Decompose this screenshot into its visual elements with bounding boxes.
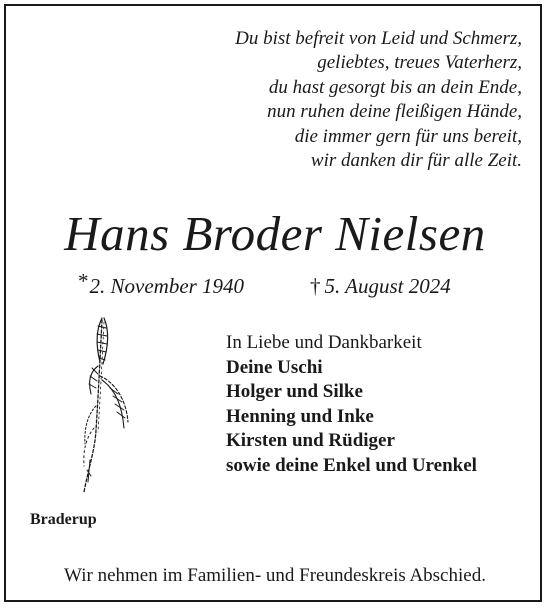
- poem-line: geliebtes, treues Vaterherz,: [317, 52, 522, 74]
- poem-line: wir danken dir für alle Zeit.: [310, 150, 522, 172]
- family-member: Henning und Inke: [226, 405, 374, 427]
- wheat-ear-icon: [58, 310, 138, 500]
- poem: [235, 27, 522, 173]
- family-member: sowie deine Enkel und Urenkel: [226, 454, 477, 476]
- family-intro: In Liebe und Dankbarkeit: [226, 332, 422, 353]
- deceased-name: Hans Broder Nielsen: [64, 206, 486, 261]
- family-member: Deine Uschi: [226, 356, 323, 378]
- family-member: Holger und Silke: [226, 381, 363, 403]
- poem-line: nun ruhen deine fleißigen Hände,: [267, 101, 522, 123]
- place-name: Braderup: [30, 511, 97, 528]
- poem-line: Du bist befreit von Leid und Schmerz,: [235, 28, 522, 49]
- family-signatures: [226, 331, 477, 479]
- closing-note: Wir nehmen im Familien- und Freundeskreis Abschied.: [64, 565, 486, 586]
- poem-line: du hast gesorgt bis an dein Ende,: [268, 76, 522, 98]
- death-cross-icon: †: [310, 274, 321, 298]
- birth-date: 2. November 1940: [89, 274, 245, 298]
- death-date-line: [310, 274, 451, 299]
- death-date: 5. August 2024: [324, 274, 451, 298]
- birth-date-line: [78, 269, 245, 299]
- family-member: Kirsten und Rüdiger: [226, 430, 395, 452]
- poem-line: die immer gern für uns bereit,: [294, 125, 522, 147]
- birth-star-icon: *: [78, 269, 89, 293]
